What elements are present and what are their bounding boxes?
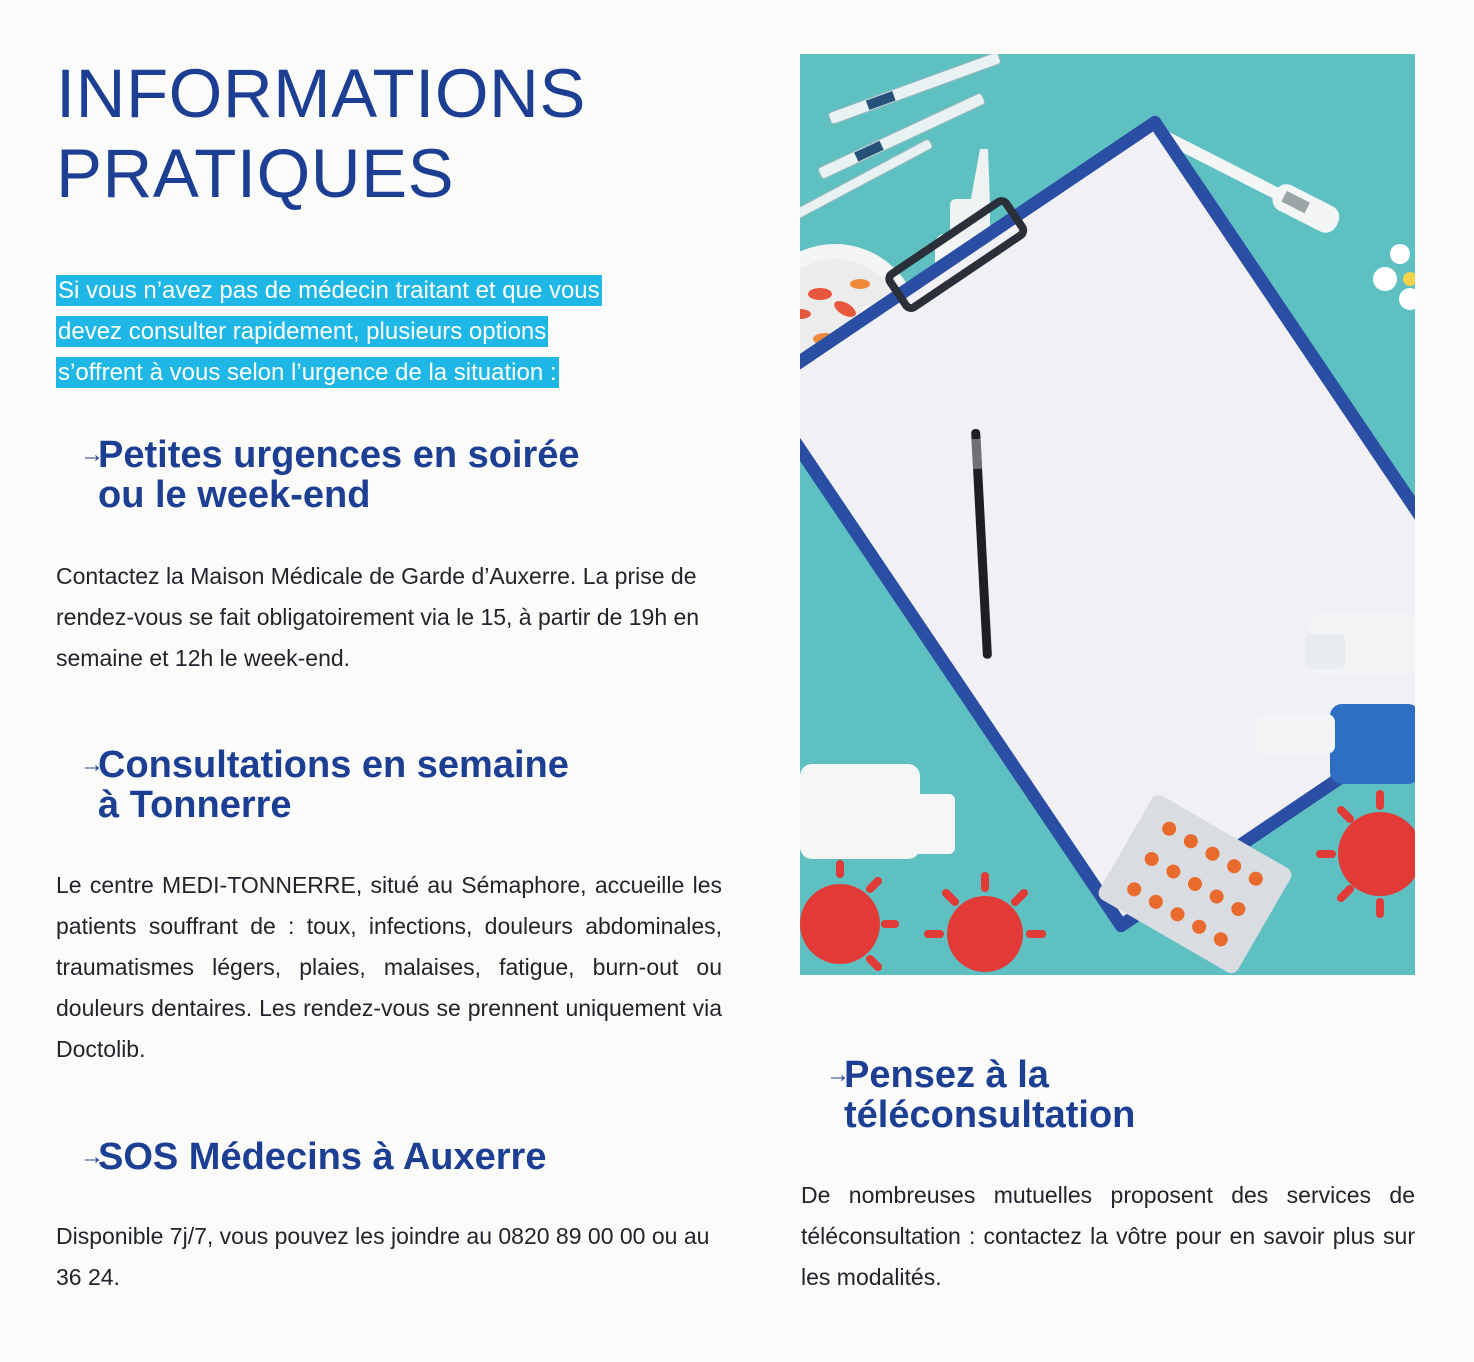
section-body-teleconsultation: De nombreuses mutuelles proposent des services de téléconsultation : contactez la vôtre pour en savoir plus sur les modalités. [801, 1182, 1415, 1290]
section-heading-sos-medecins [56, 1137, 546, 1177]
section-body-sos-medecins: Disponible 7j/7, vous pouvez les joindre au 0820 89 00 00 ou au 36 24. [56, 1223, 710, 1290]
intro-line-3: s’offrent à vous selon l’urgence de la situation : [58, 359, 557, 386]
page-title-line-1: INFORMATIONS [56, 55, 586, 132]
section-heading-line-1: Consultations en semaine [98, 744, 569, 786]
section-heading-consultations-tonnerre [56, 745, 569, 825]
arrow-right-icon: → [826, 1061, 850, 1088]
medical-supplies-photo [800, 54, 1415, 975]
intro-line-2: devez consulter rapidement, plusieurs options [58, 318, 547, 345]
section-body-consultations-tonnerre: Le centre MEDI-TONNERRE, situé au Sémaphore, accueille les patients souffrant de : toux, infections, douleurs abdominales, traumatismes légers, plaies, malaises, fatigue, burn-out ou douleurs dentaires. Les rendez-vous se prennent uniquement via Doctolib. [56, 872, 722, 1062]
section-heading-line-1: SOS Médecins à Auxerre [98, 1136, 547, 1178]
intro-highlight [56, 270, 716, 393]
arrow-right-icon: → [80, 441, 104, 468]
section-heading-line-2: téléconsultation [844, 1094, 1136, 1136]
section-heading-line-1: Pensez à la [844, 1054, 1049, 1096]
intro-line-1: Si vous n’avez pas de médecin traitant et que vous [58, 277, 600, 304]
page-title [56, 54, 724, 214]
section-heading-line-2: à Tonnerre [98, 784, 292, 826]
page-title-line-2: PRATIQUES [56, 135, 455, 212]
section-heading-petites-urgences [56, 435, 580, 515]
section-heading-teleconsultation [802, 1055, 1135, 1135]
arrow-right-icon: → [80, 751, 104, 778]
arrow-right-icon: → [80, 1143, 104, 1170]
section-body-petites-urgences: Contactez la Maison Médicale de Garde d’Auxerre. La prise de rendez-vous se fait obligatoirement via le 15, à partir de 19h en semaine et 12h le week-end. [56, 563, 700, 671]
section-heading-line-2: ou le week-end [98, 474, 371, 516]
left-column [56, 54, 724, 393]
section-heading-line-1: Petites urgences en soirée [98, 434, 580, 476]
